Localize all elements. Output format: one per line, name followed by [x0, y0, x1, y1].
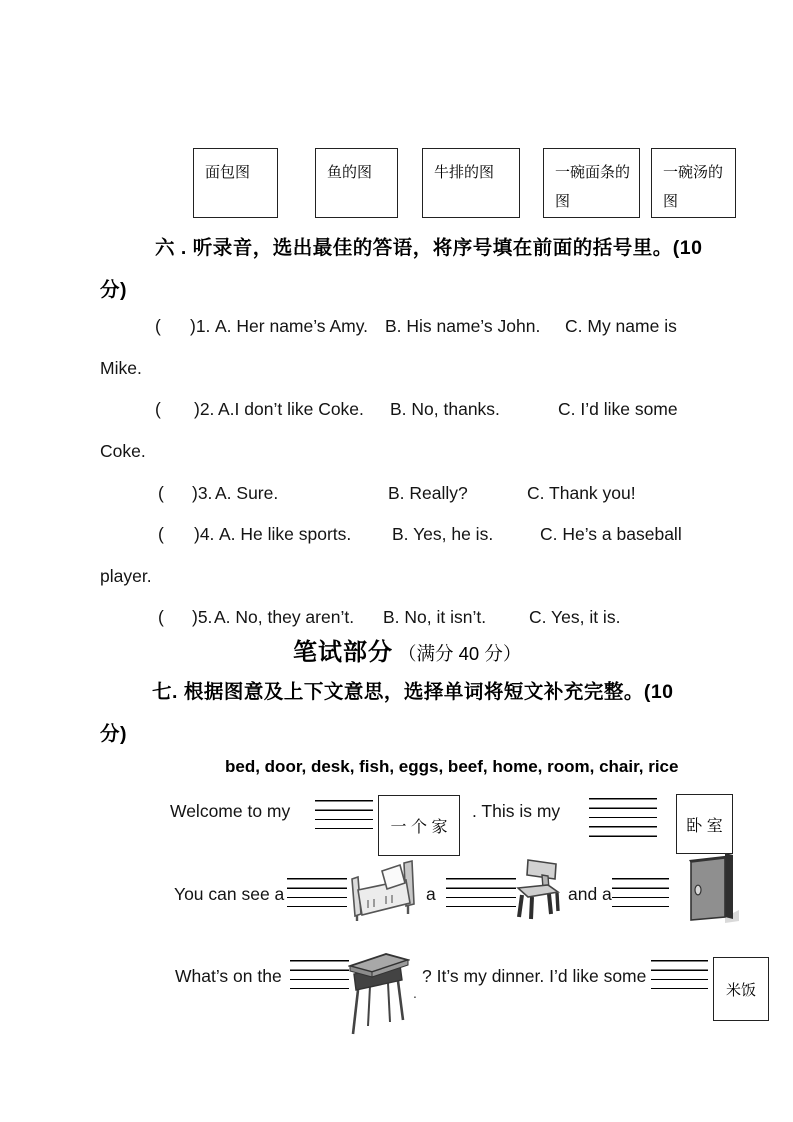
question-number: )5.	[192, 607, 213, 627]
word-bank: bed, door, desk, fish, eggs, beef, home, room, chair, rice	[225, 757, 679, 776]
answer-blank[interactable]	[287, 878, 347, 907]
picture-box-label: 一碗面条的图	[555, 164, 631, 210]
answer-bracket-open[interactable]: (	[155, 316, 161, 336]
option-b: B. No, it isn’t.	[383, 607, 487, 627]
picture-box-steak	[422, 148, 520, 218]
answer-blank[interactable]	[651, 960, 708, 989]
option-c: C. My name is	[565, 316, 677, 336]
picture-box-bread	[193, 148, 278, 218]
hint-box-rice	[713, 957, 769, 1021]
answer-bracket-open[interactable]: (	[158, 483, 164, 503]
option-a: A. He like sports.	[219, 524, 352, 544]
listening-section-heading-line1: 六 . 听录音，选出最佳的答语，将序号填在前面的括号里。(10	[155, 237, 703, 259]
answer-blank[interactable]	[589, 798, 657, 837]
question-4-continuation: player.	[100, 566, 152, 586]
answer-blank[interactable]	[290, 960, 349, 989]
option-a: A. No, they aren’t.	[214, 607, 355, 627]
answer-blank[interactable]	[612, 878, 669, 907]
answer-blank[interactable]	[446, 878, 516, 907]
bed-image	[348, 857, 420, 923]
question-number: )1.	[190, 316, 211, 336]
answer-bracket-open[interactable]: (	[158, 607, 164, 627]
passage-line1-text: Welcome to my	[170, 801, 291, 821]
option-b: B. His name’s John.	[385, 316, 541, 336]
answer-bracket-open[interactable]: (	[158, 524, 164, 544]
answer-bracket-open[interactable]: (	[155, 399, 161, 419]
hint-box-label: 卧 室	[686, 817, 723, 835]
written-test-banner-note: （满分 40 分）	[398, 643, 522, 664]
written-section-heading-line1: 七. 根据图意及上下文意思，选择单词将短文补充完整。(10	[152, 681, 674, 703]
passage-line2-text: and a	[568, 884, 612, 904]
question-row-2	[0, 399, 793, 425]
picture-box-noodles	[543, 148, 640, 218]
option-a: A. Her name’s Amy.	[215, 316, 369, 336]
question-row-1	[0, 316, 793, 342]
picture-box-label: 牛排的图	[434, 164, 495, 181]
chair-image	[514, 858, 562, 920]
question-number: )2.	[194, 399, 215, 419]
written-test-banner	[293, 632, 521, 667]
question-2-continuation: Coke.	[100, 441, 146, 461]
option-a: A. Sure.	[215, 483, 279, 503]
option-b: B. No, thanks.	[390, 399, 500, 419]
picture-box-label: 鱼的图	[327, 164, 373, 181]
hint-box-label: 一 个 家	[390, 819, 448, 836]
option-b: B. Yes, he is.	[392, 524, 494, 544]
option-c: C. Thank you!	[527, 483, 636, 503]
written-section-heading-line2: 分)	[100, 723, 127, 745]
question-number: )3.	[192, 483, 213, 503]
hint-box-home	[378, 795, 460, 856]
passage-line2-text: You can see a	[174, 884, 285, 904]
question-1-continuation: Mike.	[100, 358, 142, 378]
question-row-5	[0, 607, 793, 633]
written-test-banner-title: 笔试部分	[293, 639, 393, 666]
question-row-3	[0, 483, 793, 509]
hint-box-label: 米饭	[725, 981, 756, 999]
desk-image	[348, 950, 410, 1038]
option-a: A.I don’t like Coke.	[218, 399, 364, 419]
passage-line3-text: What’s on the	[175, 966, 282, 986]
picture-box-label: 面包图	[205, 164, 251, 181]
listening-section-heading-line2: 分)	[100, 279, 127, 301]
option-c: C. I’d like some	[558, 399, 678, 419]
answer-blank[interactable]	[315, 800, 373, 829]
picture-box-fish	[315, 148, 398, 218]
question-row-4	[0, 524, 793, 550]
picture-box-label: 一碗汤的图	[663, 164, 724, 210]
picture-box-soup	[651, 148, 736, 218]
option-c: C. He’s a baseball	[540, 524, 682, 544]
hint-box-bedroom	[676, 794, 733, 854]
door-image	[683, 853, 739, 925]
passage-line1-text: . This is my	[472, 801, 561, 821]
passage-line3-period: .	[413, 985, 417, 1001]
passage-line2-text: a	[426, 884, 436, 904]
option-b: B. Really?	[388, 483, 468, 503]
question-number: )4.	[194, 524, 215, 544]
option-c: C. Yes, it is.	[529, 607, 621, 627]
passage-line3-text: ? It’s my dinner. I’d like some	[422, 966, 647, 986]
